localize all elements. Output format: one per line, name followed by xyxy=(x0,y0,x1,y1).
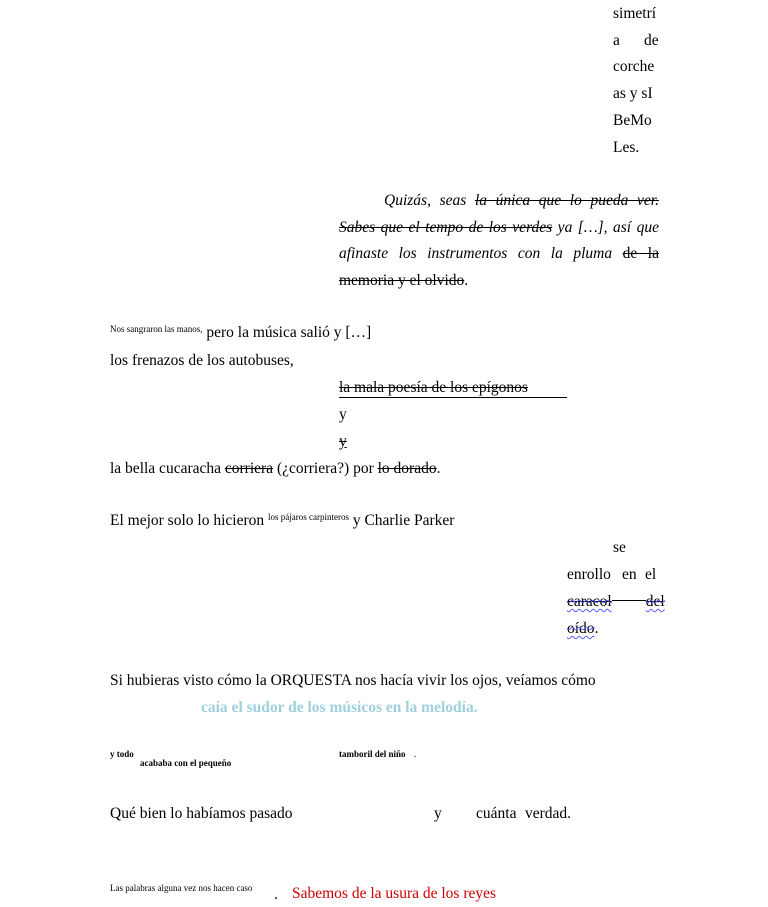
quote-text: Quizás, seas xyxy=(384,192,475,209)
column-line: simetrí xyxy=(613,5,657,22)
manos-line xyxy=(110,325,371,341)
caracol-line xyxy=(567,593,665,610)
cucaracha-line xyxy=(110,461,440,477)
column-line: BeMo xyxy=(613,112,652,129)
oido-line xyxy=(567,621,598,637)
quote-line-1 xyxy=(339,193,659,209)
struck-text: memoria y el olvido xyxy=(339,272,465,289)
small-text: Las palabras alguna vez nos hacen caso xyxy=(110,883,253,893)
enrollo-word: enrollo xyxy=(567,566,611,583)
period: . xyxy=(594,620,599,637)
small-text: tamboril del niño xyxy=(339,749,406,759)
enrollo-word: en xyxy=(622,566,637,583)
bien-text: cuánta xyxy=(476,805,517,822)
column-line: a xyxy=(613,32,620,49)
struck-text: Sabes que el tempo de los verdes xyxy=(339,219,553,236)
struck-text: de la xyxy=(622,245,659,262)
red-line: Sabemos de la usura de los reyes xyxy=(292,885,497,902)
quote-text: afinaste los instrumentos con la pluma xyxy=(339,245,623,262)
struck-text: oído xyxy=(567,620,595,637)
column-line: corche xyxy=(613,58,655,75)
small-text: y todo xyxy=(110,749,134,759)
small-text: Nos sangraron las manos, xyxy=(110,324,203,334)
struck-text: del xyxy=(645,593,665,610)
bien-text: Qué bien lo habíamos pasado xyxy=(110,805,293,822)
period: . xyxy=(274,886,278,903)
y-line: y xyxy=(339,406,347,423)
struck-text: lo dorado xyxy=(377,460,437,477)
struck-text: la única que lo pueda ver. xyxy=(474,192,659,209)
small-text: los pájaros carpinteros xyxy=(267,512,349,522)
quote-line-3 xyxy=(339,246,659,262)
solo-text: El mejor solo lo hicieron xyxy=(110,512,268,529)
bien-text: y xyxy=(434,805,442,822)
solo-line xyxy=(110,513,454,529)
cucaracha-text: (¿corriera?) por xyxy=(273,460,378,477)
quote-text: ya […], así que xyxy=(552,219,659,236)
period: . xyxy=(464,272,469,289)
y-struck-line: y xyxy=(339,433,347,450)
struck-text: corriera xyxy=(224,460,274,477)
struck-text: la mala poesía de los epígonos xyxy=(339,379,528,396)
cucaracha-text: la bella cucaracha xyxy=(110,460,225,477)
quote-line-2 xyxy=(339,220,659,236)
quote-line-4 xyxy=(339,273,468,289)
small-text: acababa con el pequeño xyxy=(140,758,232,768)
struck-text: caracol xyxy=(567,593,612,610)
column-line: Les. xyxy=(613,139,640,156)
column-line: de xyxy=(644,32,659,49)
manos-text: pero la música salió y […] xyxy=(202,324,372,341)
bien-text: verdad. xyxy=(525,805,572,822)
period: . xyxy=(414,749,417,759)
frenazos-line: los frenazos de los autobuses, xyxy=(110,352,294,369)
sudor-line: caía el sudor de los músicos en la melodía. xyxy=(201,699,478,716)
enrollo-word: el xyxy=(645,566,657,583)
solo-text: y Charlie Parker xyxy=(348,512,455,529)
epigonos-line xyxy=(339,380,567,398)
column-line: as y sI xyxy=(613,85,653,102)
enrollo-word: se xyxy=(613,539,626,556)
period: . xyxy=(436,460,441,477)
orquesta-line: Si hubieras visto cómo la ORQUESTA nos hacía vivir los ojos, veíamos cómo xyxy=(110,672,596,689)
